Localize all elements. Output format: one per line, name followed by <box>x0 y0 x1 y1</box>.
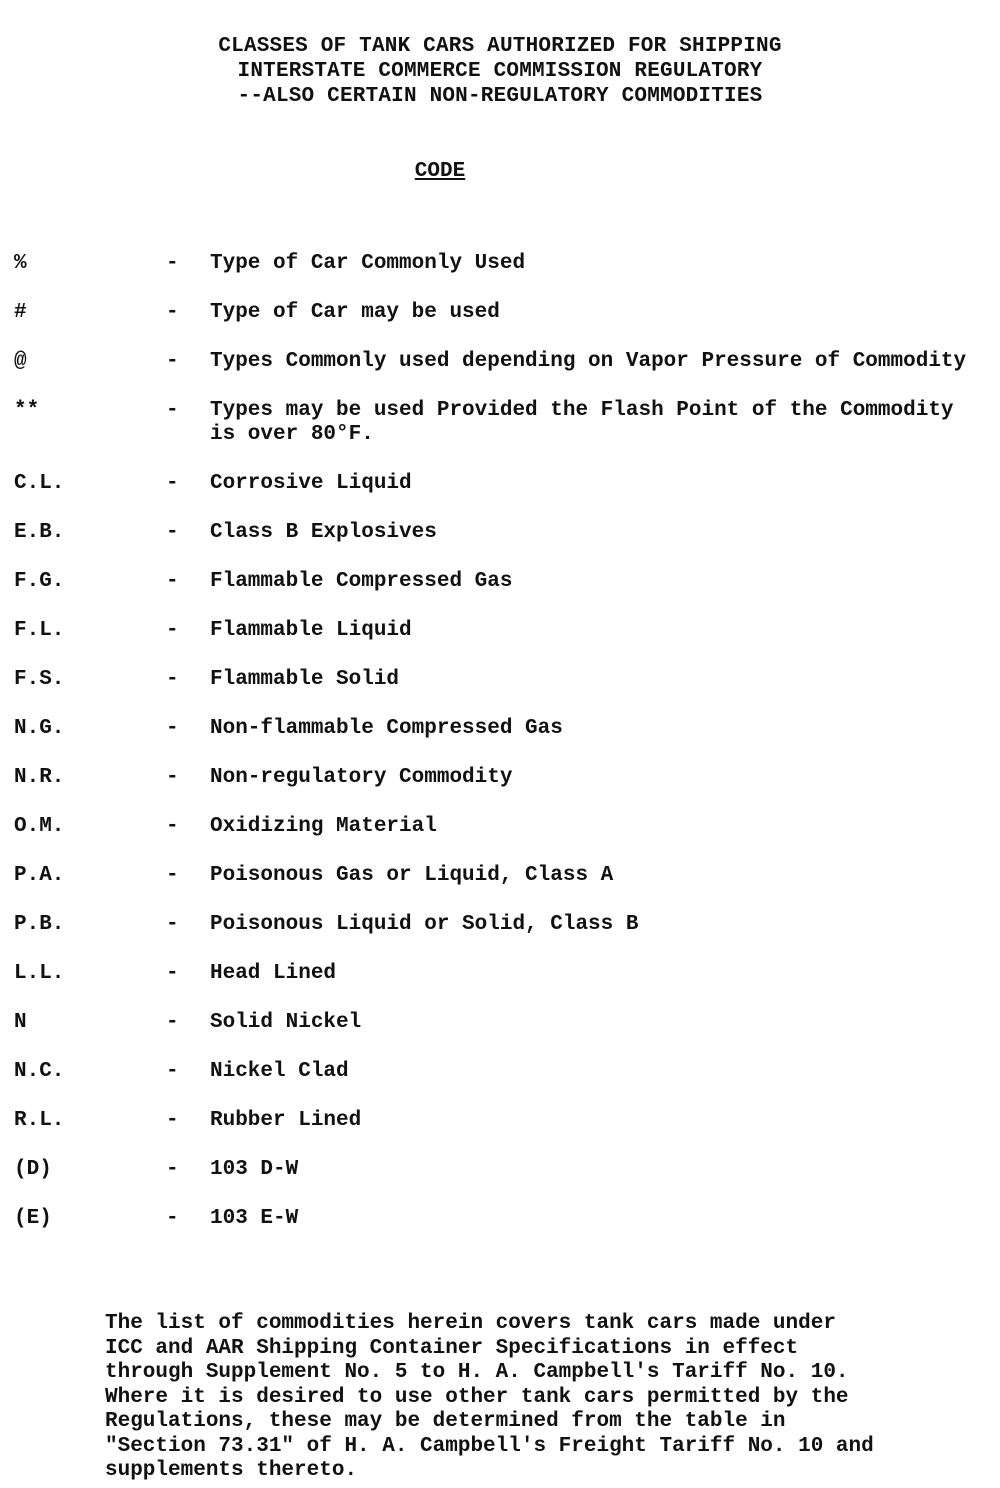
legend-code: F.S. <box>14 668 65 691</box>
legend-dash: - <box>166 815 179 838</box>
title-line-3: --ALSO CERTAIN NON-REGULATORY COMMODITIES <box>237 85 763 108</box>
note-line: The list of commodities herein covers tank cars made under <box>105 1312 836 1335</box>
code-legend <box>14 252 974 1256</box>
legend-row-e <box>14 1207 974 1231</box>
legend-description: Non-regulatory Commodity <box>210 766 513 789</box>
legend-description: Poisonous Liquid or Solid, Class B <box>210 913 639 936</box>
legend-code: # <box>14 301 27 324</box>
legend-dash: - <box>166 1060 179 1083</box>
legend-dash: - <box>166 301 179 324</box>
legend-row-om <box>14 815 974 839</box>
legend-code: R.L. <box>14 1109 65 1132</box>
legend-dash: - <box>166 570 179 593</box>
legend-dash: - <box>166 252 179 275</box>
legend-row-rl <box>14 1109 974 1133</box>
title-line-2: INTERSTATE COMMERCE COMMISSION REGULATORY <box>237 60 763 83</box>
legend-code: N.C. <box>14 1060 65 1083</box>
legend-row-at <box>14 350 974 374</box>
legend-code: N.G. <box>14 717 65 740</box>
legend-row-hash <box>14 301 974 325</box>
legend-code: C.L. <box>14 472 65 495</box>
document-title <box>0 34 1000 109</box>
legend-description: Flammable Liquid <box>210 619 412 642</box>
legend-row-eb <box>14 521 974 545</box>
legend-dash: - <box>166 521 179 544</box>
legend-code: P.B. <box>14 913 65 936</box>
legend-dash: - <box>166 766 179 789</box>
legend-dash: - <box>166 619 179 642</box>
legend-dash: - <box>166 962 179 985</box>
legend-row-n <box>14 1011 974 1035</box>
legend-dash: - <box>166 668 179 691</box>
legend-description: Non-flammable Compressed Gas <box>210 717 563 740</box>
legend-code: (D) <box>14 1158 52 1181</box>
legend-description: Rubber Lined <box>210 1109 362 1132</box>
legend-row-d <box>14 1158 974 1182</box>
legend-dash: - <box>166 472 179 495</box>
legend-row-cl <box>14 472 974 496</box>
legend-description: Nickel Clad <box>210 1060 349 1083</box>
legend-row-fg <box>14 570 974 594</box>
legend-description: Poisonous Gas or Liquid, Class A <box>210 864 614 887</box>
legend-row-percent <box>14 252 974 276</box>
legend-description: 103 E-W <box>210 1207 299 1230</box>
legend-code: (E) <box>14 1207 52 1230</box>
legend-code: N.R. <box>14 766 65 789</box>
legend-description: Type of Car may be used <box>210 301 500 324</box>
legend-row-ng <box>14 717 974 741</box>
note-line: through Supplement No. 5 to H. A. Campbell's Tariff No. 10. <box>105 1361 849 1384</box>
legend-row-nr <box>14 766 974 790</box>
legend-description: Types may be used Provided the Flash Point of the Commodity is over 80°F. <box>210 399 954 446</box>
legend-dash: - <box>166 399 179 422</box>
title-line-1: CLASSES OF TANK CARS AUTHORIZED FOR SHIPPING <box>218 35 782 58</box>
legend-row-pa <box>14 864 974 888</box>
legend-description: Head Lined <box>210 962 337 985</box>
footnote-paragraph <box>105 1312 995 1484</box>
legend-description: 103 D-W <box>210 1158 299 1181</box>
legend-dash: - <box>166 1207 179 1230</box>
note-line: ICC and AAR Shipping Container Specifications in effect <box>105 1336 799 1360</box>
legend-row-nc <box>14 1060 974 1084</box>
legend-description: Type of Car Commonly Used <box>210 252 526 275</box>
legend-description: Flammable Solid <box>210 668 400 691</box>
legend-code: ** <box>14 399 40 422</box>
code-heading: CODE <box>414 160 466 183</box>
legend-code: N <box>14 1011 27 1034</box>
legend-row-fl <box>14 619 974 643</box>
legend-dash: - <box>166 717 179 740</box>
legend-description: Class B Explosives <box>210 521 437 544</box>
legend-description: Oxidizing Material <box>210 815 437 838</box>
legend-code: @ <box>14 350 27 373</box>
legend-description: Flammable Compressed Gas <box>210 570 513 593</box>
legend-dash: - <box>166 864 179 887</box>
legend-dash: - <box>166 1109 179 1132</box>
legend-dash: - <box>166 1158 179 1181</box>
legend-row-double-asterisk <box>14 399 974 447</box>
note-line: supplements thereto. <box>105 1459 358 1482</box>
legend-dash: - <box>166 350 179 373</box>
legend-code: % <box>14 252 27 275</box>
legend-row-pb <box>14 913 974 937</box>
legend-dash: - <box>166 913 179 936</box>
legend-code: F.G. <box>14 570 65 593</box>
legend-code: L.L. <box>14 962 65 985</box>
note-line: Where it is desired to use other tank cars permitted by the <box>105 1385 849 1409</box>
note-line: Regulations, these may be determined from the table in <box>105 1410 786 1433</box>
legend-description: Types Commonly used depending on Vapor Pressure of Commodity <box>210 350 967 373</box>
legend-description: Corrosive Liquid <box>210 472 412 495</box>
legend-row-ll <box>14 962 974 986</box>
note-line: "Section 73.31" of H. A. Campbell's Freight Tariff No. 10 and <box>105 1434 874 1458</box>
legend-code: F.L. <box>14 619 65 642</box>
legend-code: E.B. <box>14 521 65 544</box>
legend-code: O.M. <box>14 815 65 838</box>
legend-row-fs <box>14 668 974 692</box>
legend-description: Solid Nickel <box>210 1011 362 1034</box>
legend-code: P.A. <box>14 864 65 887</box>
legend-dash: - <box>166 1011 179 1034</box>
